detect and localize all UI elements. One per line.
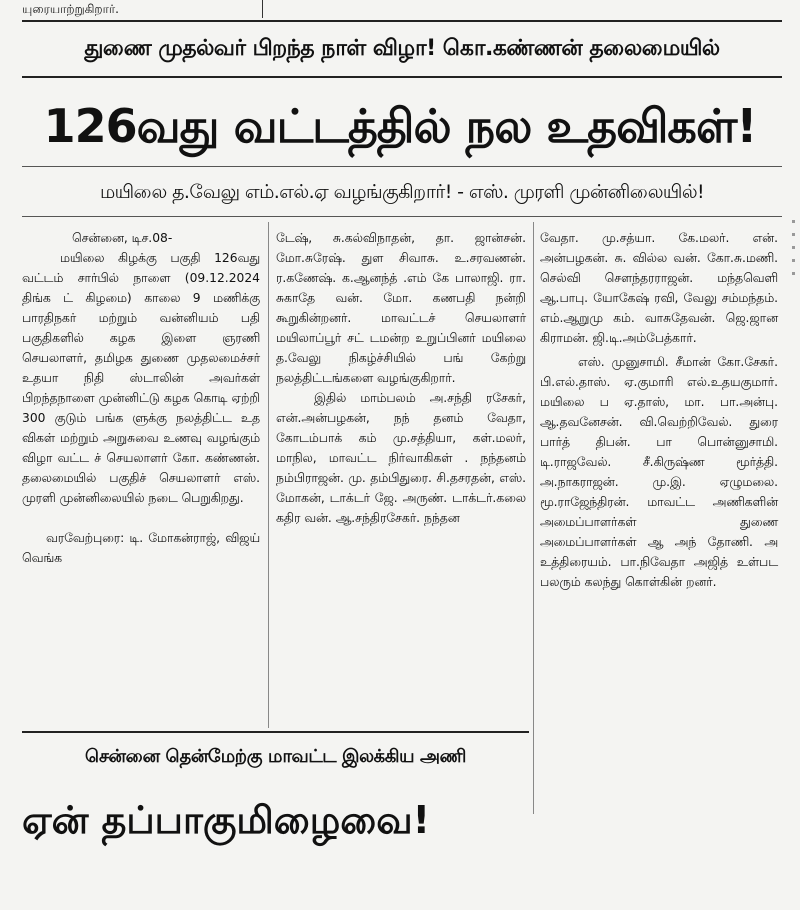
kicker-rule [22,76,782,78]
adjacent-column-edge [786,170,800,810]
headline-rule [22,166,782,167]
cropped-headline-text: ஏன் தப்பாகுமிழைவை! [22,798,430,842]
article-column-3 [540,228,778,818]
paragraph: எஸ். முனுசாமி. சீமான் கோ.சேகர். பி.எல்.தாஸ். ஏ.குமாரி எல்.உதயகுமார். மயிலை ப ஏ.தாஸ், மா. பா.அன்பு. ஆ.தவனேசன். வி.வெற்றிவேல். துரை பார்த் திபன். பா பொன்னுசாமி. டி.ராஜவேல். சீ.கிருஷ்ண மூர்த்தி. அ.நாகராஜன். மு.இ. ஏழுமலை. மூ.ராஜேந்திரன். மாவட்ட அணிகளின் அமைப்பாளர்கள் துணை அமைப்பாளர்கள் ஆ அந் தோணி. அ உத்திரையம். பா.நிவேதா அஜித் உள்பட பலரும் கலந்து கொள்கின் றனர். [540,355,778,589]
column-divider [533,222,534,814]
top-rule [22,20,782,22]
article-column-1 [22,228,260,728]
dateline: சென்னை, டிச.08- [72,231,173,245]
edge-dots [792,210,798,910]
next-article-kicker: சென்னை தென்மேற்கு மாவட்ட இலக்கிய அணி [84,746,467,767]
column-rule [262,0,263,18]
paragraph: டேஷ், சு.கல்விநாதன், தா. ஜான்சன். மோ.சுரேஷ். துள சிவாசு. உ.சரவணன். ர.கணேஷ். க.ஆனந்த் .எம் கே பாலாஜி. ரா. சுகாதே வன். மோ. கணபதி நன்றி கூறுகின்றனர். மாவட்டச் செயலாளர் மயிலாப்பூர் சட் டமன்ற உறுப்பினர் மயிலை த.வேலு நிகழ்ச்சியில் பங் கேற்று நலத்திட்டங்களை வழங்குகிறார். [276,231,526,385]
paragraph: மயிலை கிழக்கு பகுதி 126வது வட்டம் சார்பில் நாளை (09.12.2024 திங்க ட் கிழமை) காலை 9 மணிக்கு பாரதிநகர் மற்றும் வன்னியம் பதி பகுதிகளில் கழக இளை ஞரணி செயலாளர், தமிழக துணை முதலமைச்சர் உதயா நிதி ஸ்டாலின் அவர்கள் பிறந்தநாளை முன்னிட்டு கழக கொடி ஏற்றி 300 குடும் பங்க ளுக்கு நலத்திட்ட உத விகள் மற்றும் அறுசுவை உணவு வழங்கும் விழா வட்ட ச் செயலாளர் கோ. கண்ணன். தலைமையில் பகுதிச் செயலாளர் எஸ். முரளி முன்னிலையில் நடை பெறுகிறது. [22,251,260,505]
main-headline: 126வது வட்டத்தில் நல உதவிகள்! [43,99,757,153]
column-divider [268,222,269,728]
paragraph: இதில் மாம்பலம் அ.சந்தி ரசேகர், என்.அன்பழகன், நந் தனம் வேதா, கோடம்பாக் கம் மு.சத்தியா, கள்.மலர், மாநில, மாவட்ட நிர்வாகிகள் . நந்தனம் நம்பிராஜன். மு. தம்பிதுரை. சி.தசரதன், எஸ். மோகன், டாக்டர் ஜே. அருண். டாக்டர்.கலை கதிர வன். ஆ.சந்திரசேகர். நந்தன [276,391,526,525]
section-rule [22,731,529,733]
paragraph: வேதா. மு.சத்யா. கே.மலர். என். அன்பழகன். சு. வில்ல வன். கோ.சு.மணி. செல்வி சௌந்தரராஜன். மந்தவெளி ஆ.பாபு. யோகேஷ் ரவி, வேலு சம்மந்தம். எம்.ஆறுமு கம். வாசுதேவன். ஜெ.ஜான கிராமன். ஜி.டி.அம்பேத்கார். [540,231,778,345]
article-column-2 [276,228,526,728]
subhead-rule [22,216,782,217]
next-article-headline-cropped [22,792,529,842]
paragraph: வரவேற்புரை: டி. மோகன்ராஜ், விஜய் வெங்க [22,531,260,565]
previous-article-tail: யுரையாற்றுகிறார். [22,2,119,16]
kicker-headline: துணை முதல்வர் பிறந்த நாள் விழா! கொ.கண்ணன் தலைமையில் [84,36,720,61]
sub-headline: மயிலை த.வேலு எம்.எல்.ஏ வழங்குகிறார்! - எஸ். முரளி முன்னிலையில்! [99,181,705,203]
